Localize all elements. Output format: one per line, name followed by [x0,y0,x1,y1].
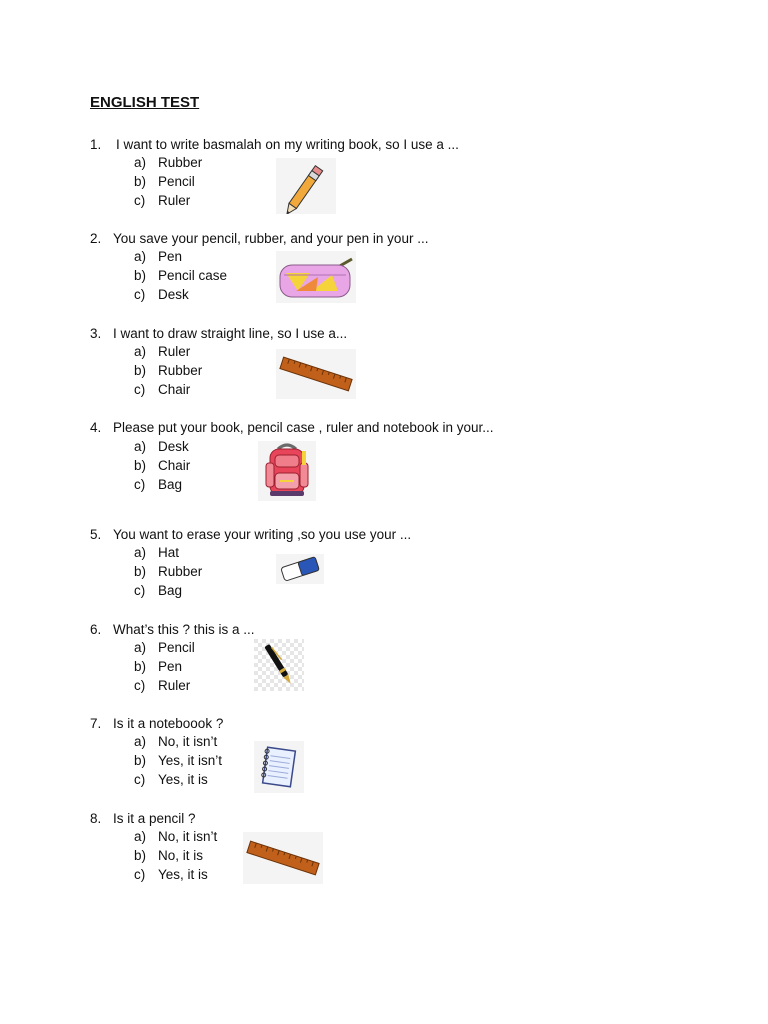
pen-icon [254,639,304,691]
question-number: 1. [90,137,102,152]
question-text: You save your pencil, rubber, and your pen in your ... [113,231,429,246]
question-text: I want to write basmalah on my writing book, so I use a ... [116,137,459,152]
question-number: 5. [90,527,102,542]
question-text: You want to erase your writing ,so you use your ... [113,527,412,542]
question-text: Is it a noteboook ? [113,716,224,731]
question-text: What’s this ? this is a ... [113,622,255,637]
question-text: Please put your book, pencil case , ruler and notebook in your... [113,420,494,435]
eraser-icon [276,554,324,584]
question-number: 8. [90,811,102,826]
notebook-icon [254,741,304,793]
question-number: 3. [90,326,102,341]
question-number: 6. [90,622,102,637]
pencil-icon [276,158,336,214]
worksheet-page: ENGLISH TEST 1. I want to write basmalah on my writing book, so I use a ... a) Rubber b) Pencil c) Ruler 2. You save your pencil, rubber, and your pen in your ... a) Pen b) Pencil case c) Desk 3. I want to draw straight line, so I use a... a) Ruler b) Rubber c) Chair 4. Please put your book, pencil case , ruler and notebook in your... a) Desk b) Chair c) Bag 5. You want to erase your writing ,so you use your ... a) Hat b) Rubber c) Bag 6. What’s this ? this is a ... a) Pencil b) Pen c) Ruler 7. Is it a noteboook ? a) No, it isn’t b) Yes, it isn’t c) Yes, it is 8. Is it a pencil ? a) No, it isn’t b) No, it is c) Yes, it is [90,94,494,882]
question-number: 2. [90,231,102,246]
backpack-icon [258,441,316,501]
question-text: Is it a pencil ? [113,811,196,826]
question-number: 4. [90,420,102,435]
page-title: ENGLISH TEST [90,94,200,111]
pencil-case-icon [276,251,356,303]
ruler-icon [243,832,323,884]
ruler-icon [276,349,356,399]
question-number: 7. [90,716,102,731]
question-text: I want to draw straight line, so I use a... [113,326,348,341]
